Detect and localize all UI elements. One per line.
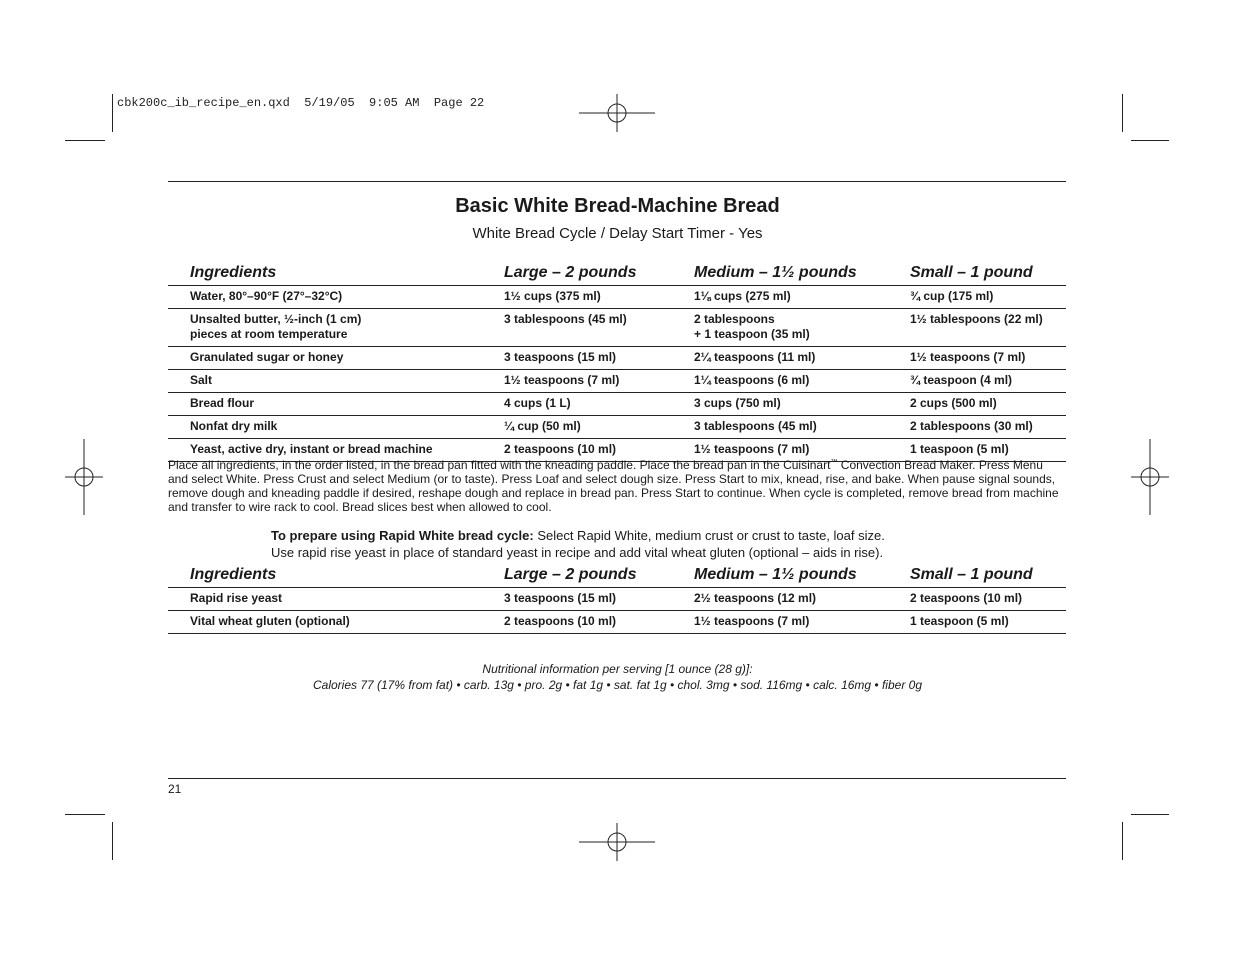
crop-mark <box>1122 822 1123 860</box>
amount-cell: 1½ tablespoons (22 ml) <box>910 309 1066 347</box>
column-header: Ingredients <box>168 260 504 286</box>
nutrition-values: Calories 77 (17% from fat) • carb. 13g • pro. 2g • fat 1g • sat. fat 1g • chol. 3mg • sod. 116mg • calc. 16mg • fiber 0g <box>312 678 922 692</box>
crop-mark <box>1122 94 1123 132</box>
column-header: Small – 1 pound <box>910 562 1066 588</box>
amount-cell: 2¼ teaspoons (11 ml) <box>694 347 910 370</box>
table-row <box>168 370 1066 393</box>
column-header: Ingredients <box>168 562 504 588</box>
recipe-subtitle: White Bread Cycle / Delay Start Timer - Yes <box>472 225 763 242</box>
amount-cell: 1⅛ cups (275 ml) <box>694 286 910 309</box>
table-row <box>168 416 1066 439</box>
ingredient-cell: Salt <box>168 370 504 393</box>
amount-cell: 2 teaspoons (10 ml) <box>504 439 694 462</box>
cell-line: + 1 teaspoon (35 ml) <box>694 327 810 341</box>
table-header-row <box>168 260 1066 286</box>
ingredient-cell: Rapid rise yeast <box>168 588 504 611</box>
column-header: Small – 1 pound <box>910 260 1066 286</box>
ingredient-cell: Yeast, active dry, instant or bread machine <box>168 439 504 462</box>
ingredients-table <box>168 260 1066 462</box>
crop-mark <box>112 822 113 860</box>
amount-cell: 1½ teaspoons (7 ml) <box>504 370 694 393</box>
recipe-title: Basic White Bread-Machine Bread <box>455 195 780 217</box>
table-row <box>168 611 1066 634</box>
amount-cell: 3 teaspoons (15 ml) <box>504 347 694 370</box>
ingredient-cell <box>168 309 504 347</box>
column-header: Large – 2 pounds <box>504 562 694 588</box>
table-row <box>168 309 1066 347</box>
nutrition-heading: Nutritional information per serving [1 ounce (28 g)]: <box>482 662 753 676</box>
rapid-cycle-text: Select Rapid White, medium crust or crust to taste, loaf size. <box>533 528 885 543</box>
column-header: Large – 2 pounds <box>504 260 694 286</box>
amount-cell: 1½ teaspoons (7 ml) <box>694 439 910 462</box>
amount-cell: ¾ teaspoon (4 ml) <box>910 370 1066 393</box>
crop-mark <box>1131 140 1169 141</box>
ingredient-cell: Water, 80°–90°F (27°–32°C) <box>168 286 504 309</box>
table-row <box>168 347 1066 370</box>
trademark-symbol: ™ <box>830 459 838 466</box>
rapid-cycle-text: Use rapid rise yeast in place of standard yeast in recipe and add vital wheat gluten (optional – aids in rise). <box>271 545 884 560</box>
amount-cell: ¾ cup (175 ml) <box>910 286 1066 309</box>
file-slug: cbk200c_ib_recipe_en.qxd 5/19/05 9:05 AM Page 22 <box>117 96 485 110</box>
registration-mark-icon <box>579 823 655 861</box>
instructions-paragraph <box>168 456 1066 514</box>
amount-cell: 2½ teaspoons (12 ml) <box>694 588 910 611</box>
cell-line: pieces at room temperature <box>190 327 348 341</box>
rapid-cycle-note <box>271 527 1031 561</box>
bottom-rule <box>168 778 1066 779</box>
registration-mark-icon <box>65 439 103 515</box>
cell-line: 2 tablespoons <box>694 312 775 326</box>
registration-mark-icon <box>1131 439 1169 515</box>
table-row <box>168 588 1066 611</box>
amount-cell: 1½ teaspoons (7 ml) <box>694 611 910 634</box>
amount-cell: 2 cups (500 ml) <box>910 393 1066 416</box>
top-rule <box>168 181 1066 182</box>
amount-cell: 3 tablespoons (45 ml) <box>504 309 694 347</box>
amount-cell <box>694 309 910 347</box>
amount-cell: 2 tablespoons (30 ml) <box>910 416 1066 439</box>
page-number: 21 <box>168 782 182 796</box>
column-header: Medium – 1½ pounds <box>694 260 910 286</box>
rapid-cycle-lead: To prepare using Rapid White bread cycle: <box>271 528 534 543</box>
ingredient-cell: Nonfat dry milk <box>168 416 504 439</box>
cell-line: Unsalted butter, ½-inch (1 cm) <box>190 312 362 326</box>
table-row <box>168 393 1066 416</box>
nutrition-info <box>0 661 1235 693</box>
table-header-row <box>168 562 1066 588</box>
amount-cell: 3 cups (750 ml) <box>694 393 910 416</box>
amount-cell: 1 teaspoon (5 ml) <box>910 611 1066 634</box>
amount-cell: 3 teaspoons (15 ml) <box>504 588 694 611</box>
amount-cell: 2 teaspoons (10 ml) <box>504 611 694 634</box>
amount-cell: ¼ cup (50 ml) <box>504 416 694 439</box>
amount-cell: 2 teaspoons (10 ml) <box>910 588 1066 611</box>
registration-mark-icon <box>579 94 655 132</box>
amount-cell: 1½ cups (375 ml) <box>504 286 694 309</box>
amount-cell: 4 cups (1 L) <box>504 393 694 416</box>
ingredient-cell: Granulated sugar or honey <box>168 347 504 370</box>
crop-mark <box>65 140 105 141</box>
column-header: Medium – 1½ pounds <box>694 562 910 588</box>
crop-mark <box>112 94 113 132</box>
ingredient-cell: Bread flour <box>168 393 504 416</box>
amount-cell: 1¼ teaspoons (6 ml) <box>694 370 910 393</box>
ingredient-cell: Vital wheat gluten (optional) <box>168 611 504 634</box>
instructions-text: Place all ingredients, in the order listed, in the bread pan fitted with the kneading paddle. Place the bread pan in the Cuisinart <box>168 458 831 472</box>
crop-mark <box>1131 814 1169 815</box>
amount-cell: 1½ teaspoons (7 ml) <box>910 347 1066 370</box>
amount-cell: 1 teaspoon (5 ml) <box>910 439 1066 462</box>
crop-mark <box>65 814 105 815</box>
instructions-text: Convection Bread Maker. Press Menu and select White. Press Crust and select Medium (or to taste). Press Loaf and select dough size. Press Start to mix, knead, rise, and bake. When pause signal sounds, remove dough and kneading paddle if desired, reshape dough and replace in bread pan. Press Start to continue. When cycle is completed, remove bread from machine and transfer to wire rack to cool. Bread slices best when allowed to cool. <box>168 458 1059 514</box>
amount-cell: 3 tablespoons (45 ml) <box>694 416 910 439</box>
table-row <box>168 286 1066 309</box>
rapid-ingredients-table <box>168 562 1066 634</box>
